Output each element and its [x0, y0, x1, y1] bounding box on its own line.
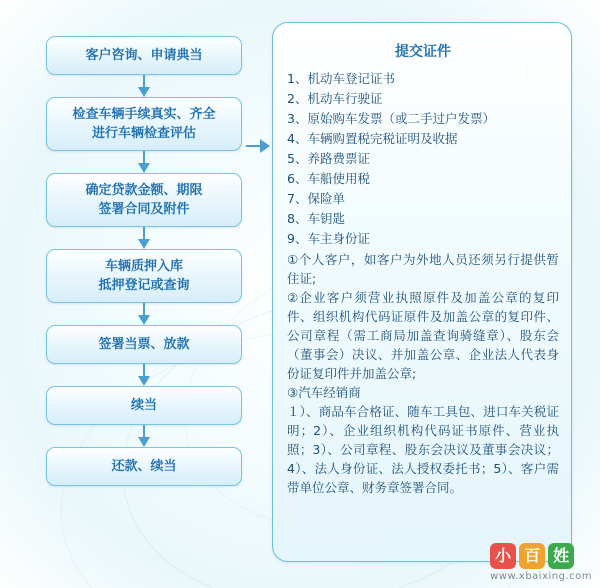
watermark-char-1: 小: [490, 543, 516, 569]
flow-arrow-1: [46, 75, 242, 97]
list-item: 8、车钥匙: [287, 211, 345, 226]
watermark-char-2: 百: [519, 543, 545, 569]
list-item: 3、原始购车发票（或二手过户发票）: [287, 111, 495, 126]
flow-arrow-4: [46, 303, 242, 325]
note-paragraph: ①个人客户，如客户为外地人员还须另行提供暂住证;: [287, 252, 559, 286]
flow-arrow-5: [46, 364, 242, 386]
list-item: 2、机动车行驶证: [287, 91, 383, 106]
flow-step-2: [46, 97, 242, 151]
list-item: 6、车船使用税: [287, 171, 370, 186]
flow-step-2-line-2: 进行车辆检查评估: [91, 126, 196, 141]
list-item: 5、养路费票证: [287, 151, 370, 166]
flow-step-1: [46, 36, 242, 75]
note-paragraph: ③汽车经销商: [287, 385, 361, 400]
flow-step-5-line-1: 签署当票、放款: [98, 337, 190, 352]
watermark-url: www.xbaixing.com: [490, 571, 592, 582]
flow-step-1-line-1: 客户咨询、申请典当: [85, 48, 203, 63]
flow-step-7-line-1: 还款、续当: [111, 459, 177, 474]
flow-step-4-line-2: 抵押登记或查询: [98, 278, 190, 293]
flow-arrow-6: [46, 425, 242, 447]
flow-arrow-3: [46, 227, 242, 249]
site-watermark: [490, 543, 592, 582]
flow-step-4-line-1: 车辆质押入库: [104, 259, 183, 274]
flow-step-3-line-1: 确定贷款金额、期限: [85, 183, 203, 198]
watermark-char-3: 姓: [548, 543, 574, 569]
documents-panel-title: 提交证件: [395, 44, 451, 60]
flow-step-4: [46, 249, 242, 303]
note-paragraph: ②企业客户须营业执照原件及加盖公章的复印件、组织机构代码证原件及加盖公章的复印件、公司章程（需工商局加盖查询骑缝章）、股东会（董事会）决议、并加盖公章、企业法人代表身份证复印件并加盖公章;: [287, 290, 559, 381]
documents-notes: [287, 250, 559, 497]
list-item: 7、保险单: [287, 191, 345, 206]
documents-list: [287, 69, 559, 249]
flow-step-3: [46, 173, 242, 227]
list-item: 4、车辆购置税完税证明及收据: [287, 131, 458, 146]
list-item: 9、车主身份证: [287, 231, 370, 246]
flow-to-panel-arrow: [246, 138, 272, 154]
watermark-logo: [490, 543, 592, 569]
documents-panel: [272, 22, 572, 562]
flow-step-5: [46, 325, 242, 364]
process-flow-column: [46, 36, 246, 486]
flow-arrow-2: [46, 151, 242, 173]
flow-step-3-line-2: 签署合同及附件: [98, 202, 190, 217]
flow-step-6: [46, 386, 242, 425]
note-paragraph: １）、商品车合格证、随车工具包、进口车关税证明；2）、企业组织机构代码证书原件、营业执照；3）、公司章程、股东会决议及董事会决议；4）、法人身份证、法人授权委托书；5）、客户需带单位公章、财务章签署合同。: [287, 404, 559, 495]
flow-step-6-line-1: 续当: [130, 398, 157, 413]
list-item: 1、机动车登记证书: [287, 71, 395, 86]
flow-step-2-line-1: 检查车辆手续真实、齐全: [72, 107, 216, 122]
flow-step-7: [46, 447, 242, 486]
